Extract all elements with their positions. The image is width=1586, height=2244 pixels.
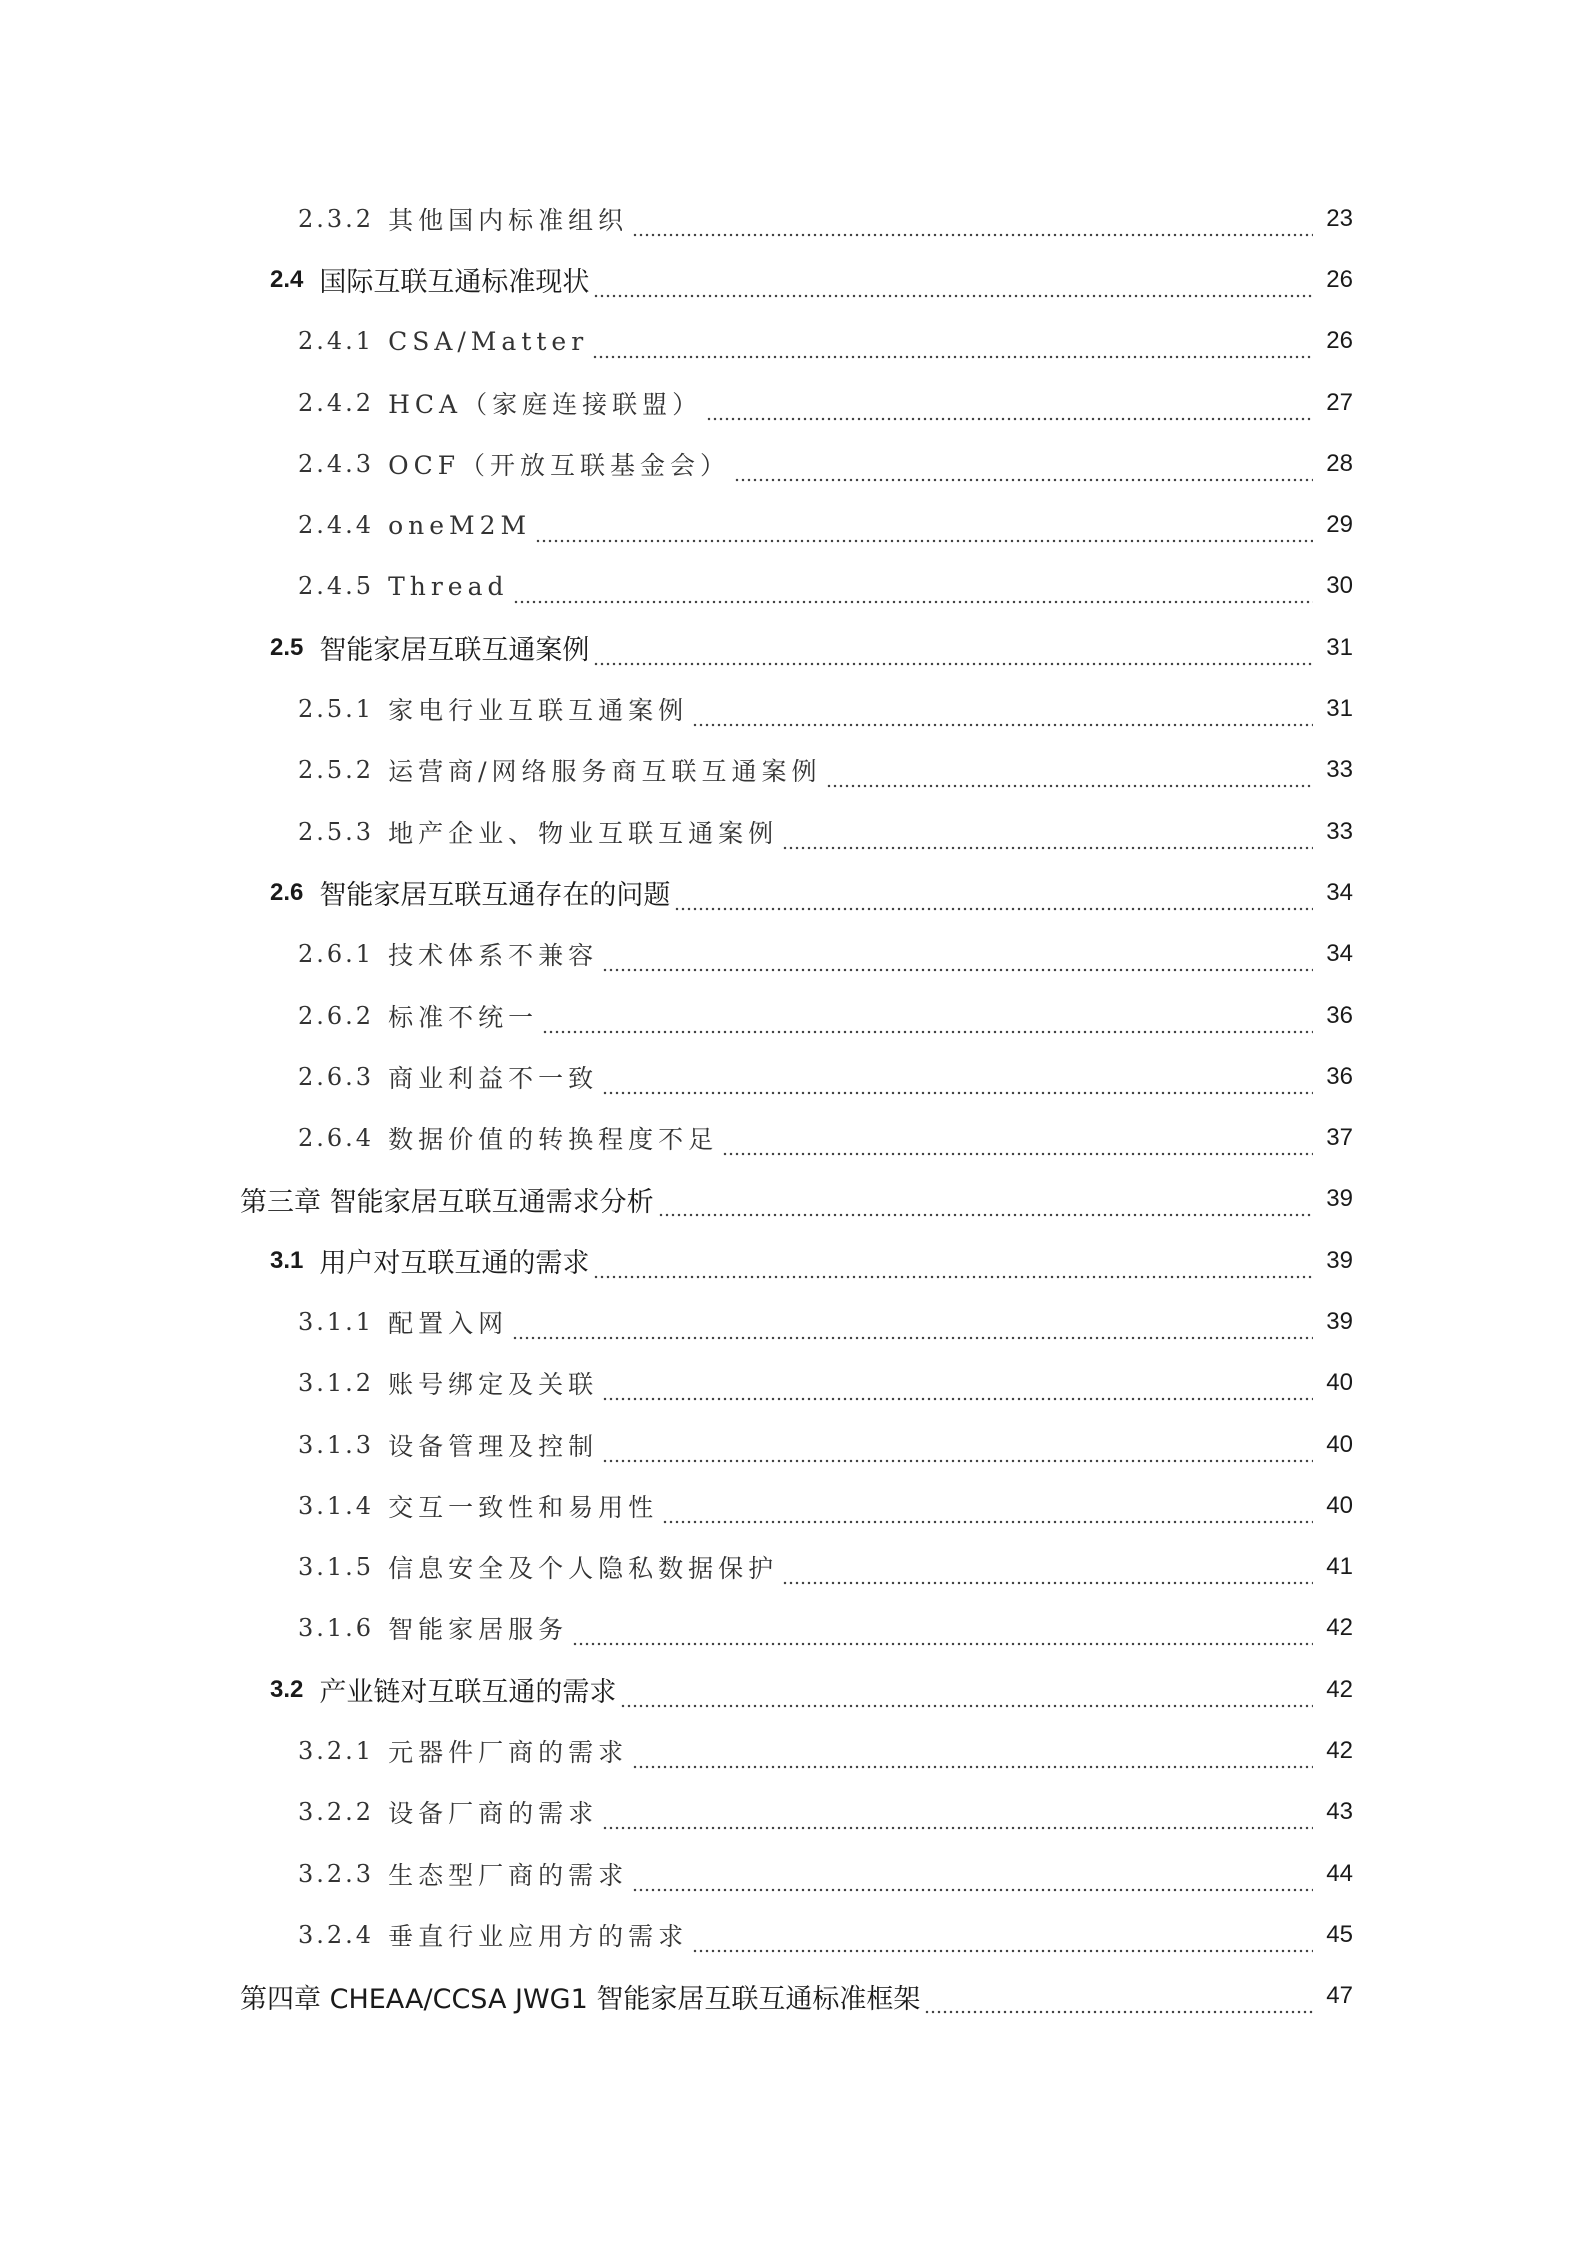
toc-entry-title: 家电行业互联互通案例 (388, 696, 689, 726)
toc-entry[interactable] (0, 1046, 1586, 1107)
dot-leader (602, 1074, 1313, 1096)
dot-leader (602, 1809, 1313, 1831)
table-of-contents (0, 188, 1586, 2027)
toc-entry-number: 2.6.2 (298, 1001, 375, 1030)
toc-entry-number: 2.4.1 (298, 327, 375, 356)
toc-entry-page: 34 (1326, 940, 1353, 968)
toc-entry-number: 第四章 (240, 1983, 330, 2015)
toc-entry-title: oneM2M (388, 510, 532, 540)
toc-entry-title: 设备管理及控制 (388, 1431, 599, 1461)
toc-entry-title: 运营商/网络服务商互联互通案例 (388, 757, 822, 787)
toc-entry[interactable] (0, 862, 1586, 923)
dot-leader (542, 1013, 1313, 1035)
toc-entry-title: 标准不统一 (388, 1002, 539, 1032)
toc-entry-page: 31 (1326, 695, 1353, 723)
toc-entry-number: 3.2.1 (298, 1737, 375, 1766)
toc-entry-number: 2.3.2 (298, 204, 375, 233)
toc-entry-title: 其他国内标准组织 (388, 205, 629, 235)
toc-entry[interactable] (0, 1904, 1586, 1965)
toc-entry-page: 31 (1326, 633, 1353, 661)
toc-entry-page: 44 (1326, 1859, 1353, 1887)
toc-entry-title: 配置入网 (388, 1308, 509, 1338)
toc-entry[interactable] (0, 1966, 1586, 2027)
dot-leader (632, 216, 1313, 238)
dot-leader (692, 706, 1313, 728)
toc-entry-title: CHEAA/CCSA JWG1 智能家居互联互通标准框架 (329, 1983, 921, 2015)
toc-entry[interactable] (0, 1414, 1586, 1475)
toc-entry-page: 40 (1326, 1491, 1353, 1519)
toc-entry[interactable] (0, 433, 1586, 494)
toc-entry-title: 国际互联互通标准现状 (319, 267, 590, 299)
toc-entry-page: 28 (1326, 449, 1353, 477)
toc-entry-page: 23 (1326, 204, 1353, 232)
dot-leader (782, 1564, 1313, 1586)
toc-entry-page: 45 (1326, 1920, 1353, 1948)
toc-entry-page: 36 (1326, 1001, 1353, 1029)
toc-entry-number: 2.4.4 (298, 511, 375, 540)
toc-entry-number: 2.5 (270, 633, 304, 661)
toc-entry-page: 39 (1326, 1246, 1353, 1274)
dot-leader (734, 461, 1313, 483)
toc-entry[interactable] (0, 1291, 1586, 1352)
dot-leader (692, 1932, 1313, 1954)
toc-entry-number: 3.1.2 (298, 1369, 375, 1398)
toc-entry-page: 34 (1326, 878, 1353, 906)
toc-entry-page: 42 (1326, 1675, 1353, 1703)
toc-entry-number: 2.4.2 (298, 388, 375, 417)
toc-entry-number: 3.1.4 (298, 1491, 375, 1520)
toc-entry-title: 技术体系不兼容 (388, 941, 599, 971)
toc-entry[interactable] (0, 188, 1586, 249)
toc-entry[interactable] (0, 740, 1586, 801)
toc-entry-title: 智能家居互联互通案例 (319, 635, 590, 667)
toc-entry[interactable] (0, 1782, 1586, 1843)
toc-entry-title: 智能家居互联互通存在的问题 (319, 880, 671, 912)
dot-leader (662, 1503, 1313, 1525)
toc-entry-number: 3.1 (270, 1246, 304, 1274)
toc-entry[interactable] (0, 311, 1586, 372)
toc-entry[interactable] (0, 678, 1586, 739)
toc-entry-page: 43 (1326, 1798, 1353, 1826)
toc-entry-number: 2.4.5 (298, 572, 375, 601)
dot-leader (826, 767, 1313, 789)
toc-entry-title: 地产企业、物业互联互通案例 (388, 818, 779, 848)
dot-leader (602, 1442, 1313, 1464)
toc-entry-number: 2.6 (270, 878, 304, 906)
toc-entry-number: 2.6.4 (298, 1124, 375, 1153)
toc-entry[interactable] (0, 1107, 1586, 1168)
toc-entry-title: 垂直行业应用方的需求 (388, 1921, 689, 1951)
toc-entry-page: 39 (1326, 1307, 1353, 1335)
dot-leader (572, 1625, 1313, 1647)
toc-entry-title: 生态型厂商的需求 (388, 1860, 629, 1890)
toc-entry-page: 26 (1326, 265, 1353, 293)
toc-entry-number: 2.6.1 (298, 940, 375, 969)
toc-entry-page: 40 (1326, 1430, 1353, 1458)
dot-leader (620, 1687, 1313, 1709)
toc-entry-page: 42 (1326, 1614, 1353, 1642)
dot-leader (593, 277, 1313, 299)
toc-entry[interactable] (0, 617, 1586, 678)
toc-entry-title: 交互一致性和易用性 (388, 1492, 659, 1522)
toc-entry-page: 36 (1326, 1062, 1353, 1090)
toc-entry[interactable] (0, 924, 1586, 985)
toc-entry-title: 智能家居互联互通需求分析 (329, 1186, 654, 1218)
toc-entry-title: 信息安全及个人隐私数据保护 (388, 1554, 779, 1584)
toc-entry-page: 30 (1326, 572, 1353, 600)
toc-entry-number: 第三章 (240, 1186, 330, 1218)
toc-entry-number: 3.1.1 (298, 1307, 375, 1336)
dot-leader (592, 338, 1313, 360)
toc-entry-number: 3.2.3 (298, 1859, 375, 1888)
toc-entry-number: 3.2.4 (298, 1920, 375, 1949)
toc-entry[interactable] (0, 556, 1586, 617)
toc-entry-page: 42 (1326, 1737, 1353, 1765)
dot-leader (674, 890, 1313, 912)
toc-entry-number: 2.4 (270, 265, 304, 293)
toc-entry[interactable] (0, 494, 1586, 555)
toc-entry-title: 智能家居服务 (388, 1615, 569, 1645)
dot-leader (512, 1319, 1313, 1341)
dot-leader (535, 522, 1313, 544)
toc-entry[interactable] (0, 1843, 1586, 1904)
toc-entry-number: 3.2.2 (298, 1798, 375, 1827)
toc-entry-title: 产业链对互联互通的需求 (319, 1677, 617, 1709)
toc-entry-number: 2.6.3 (298, 1062, 375, 1091)
toc-entry-number: 3.1.6 (298, 1614, 375, 1643)
toc-entry-number: 2.5.3 (298, 817, 375, 846)
toc-entry[interactable] (0, 1720, 1586, 1781)
toc-entry[interactable] (0, 801, 1586, 862)
toc-entry[interactable] (0, 1537, 1586, 1598)
toc-entry[interactable] (0, 249, 1586, 310)
toc-entry[interactable] (0, 1475, 1586, 1536)
dot-leader (632, 1748, 1313, 1770)
toc-entry-title: 设备厂商的需求 (388, 1799, 599, 1829)
toc-entry-number: 2.5.2 (298, 756, 375, 785)
dot-leader (513, 583, 1313, 605)
toc-entry-number: 3.1.5 (298, 1553, 375, 1582)
toc-entry-title: OCF（开放互联基金会） (388, 450, 731, 480)
toc-entry-title: CSA/Matter (388, 326, 589, 356)
toc-entry-title: 用户对互联互通的需求 (319, 1248, 590, 1280)
toc-entry[interactable] (0, 1169, 1586, 1230)
dot-leader (593, 645, 1313, 667)
toc-entry-title: 商业利益不一致 (388, 1063, 599, 1093)
toc-entry-page: 47 (1326, 1982, 1353, 2010)
toc-entry-number: 2.5.1 (298, 695, 375, 724)
dot-leader (924, 1993, 1313, 2015)
toc-entry-page: 33 (1326, 756, 1353, 784)
toc-entry-title: HCA（家庭连接联盟） (388, 389, 703, 419)
toc-entry[interactable] (0, 1230, 1586, 1291)
toc-entry-page: 33 (1326, 817, 1353, 845)
toc-entry[interactable] (0, 985, 1586, 1046)
toc-entry-page: 27 (1326, 388, 1353, 416)
toc-entry[interactable] (0, 372, 1586, 433)
toc-entry-page: 26 (1326, 327, 1353, 355)
toc-entry-title: 数据价值的转换程度不足 (388, 1125, 719, 1155)
dot-leader (602, 951, 1313, 973)
dot-leader (593, 1258, 1313, 1280)
toc-entry[interactable] (0, 1659, 1586, 1720)
toc-entry-page: 40 (1326, 1369, 1353, 1397)
toc-entry-number: 2.4.3 (298, 449, 375, 478)
toc-entry-page: 41 (1326, 1553, 1353, 1581)
dot-leader (722, 1135, 1313, 1157)
dot-leader (632, 1871, 1313, 1893)
toc-entry-page: 39 (1326, 1185, 1353, 1213)
toc-entry-title: Thread (388, 571, 509, 601)
dot-leader (706, 400, 1313, 422)
toc-entry-page: 37 (1326, 1124, 1353, 1152)
toc-entry[interactable] (0, 1353, 1586, 1414)
dot-leader (658, 1196, 1313, 1218)
dot-leader (602, 1380, 1313, 1402)
toc-entry-number: 3.2 (270, 1675, 304, 1703)
toc-entry[interactable] (0, 1598, 1586, 1659)
dot-leader (782, 829, 1313, 851)
toc-entry-title: 账号绑定及关联 (388, 1370, 599, 1400)
toc-entry-number: 3.1.3 (298, 1430, 375, 1459)
toc-entry-title: 元器件厂商的需求 (388, 1738, 629, 1768)
toc-entry-page: 29 (1326, 511, 1353, 539)
